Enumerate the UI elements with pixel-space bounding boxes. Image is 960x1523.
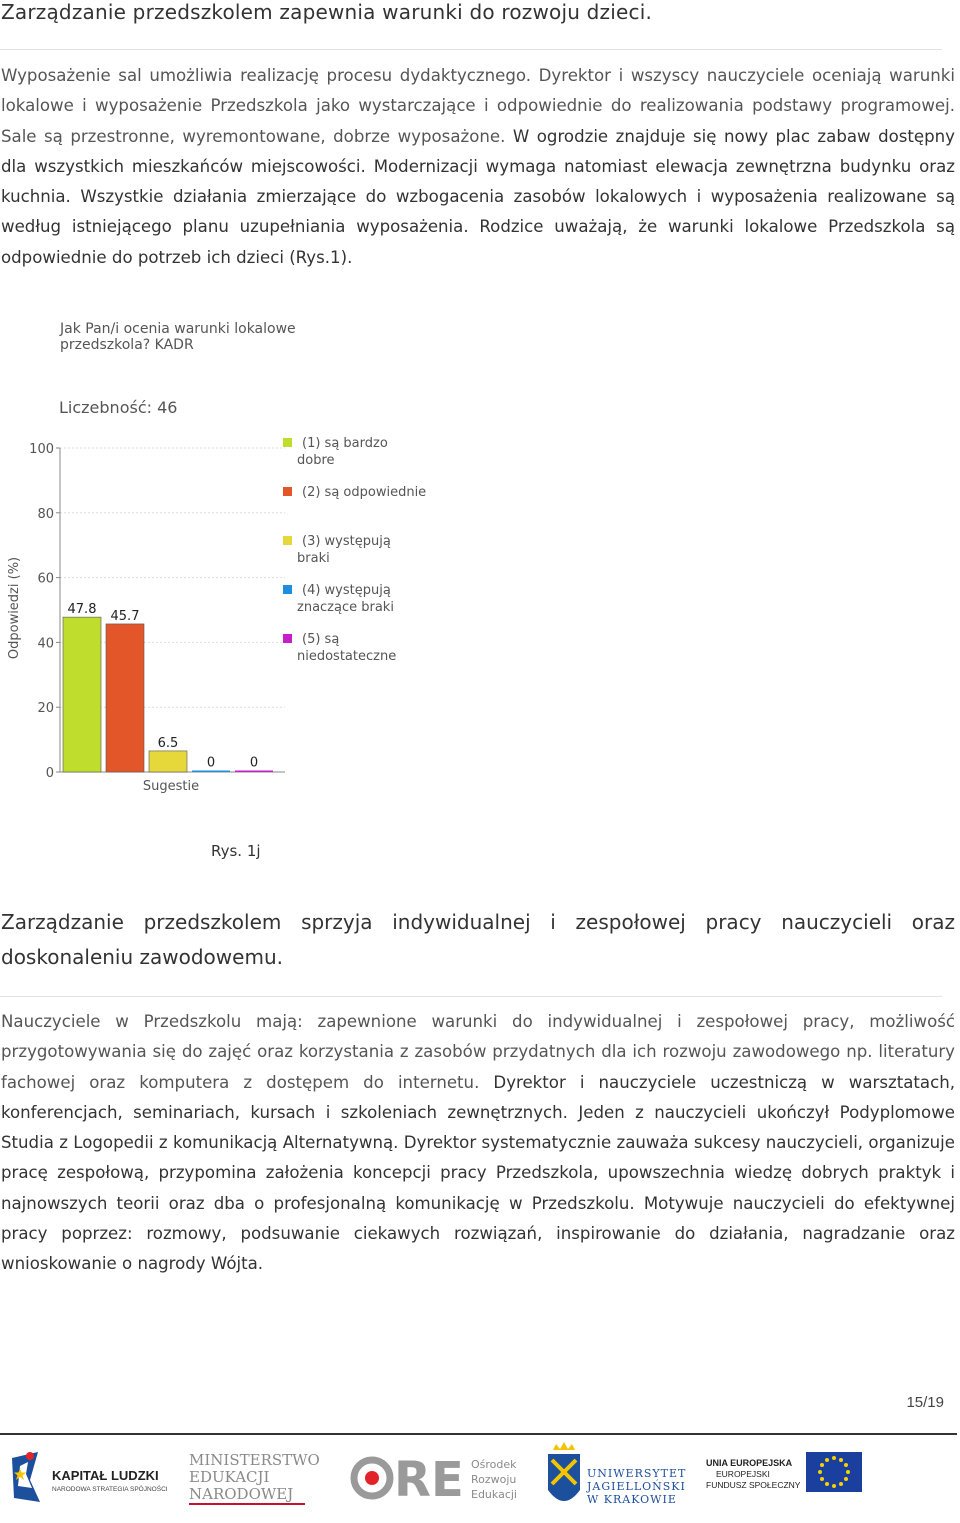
chart-legend [283,436,426,664]
bar-value-label: 0 [206,755,216,771]
paragraph-conditions-part1: Wyposażenie sal umożliwia realizację procesu dydaktycznego. Dyrektor i wszyscy nauczyciele oceniają warunki lokalowe i wyposażenie Przedszkola jako wystarczające i odpowiednie do realizowania podstawy programowej. Sale są przestronne, wyremontowane, dobrze wyposażone. [1,66,955,146]
y-tick-label: 60 [37,571,54,587]
section-heading-teachers-line-2: doskonaleniu zawodowemu. [1,945,283,969]
y-tick-label: 0 [45,766,54,781]
men-logo [189,1451,320,1504]
chart-title-line-2: przedszkola? KADR [60,337,194,353]
chart-title-line-1: Jak Pan/i ocenia warunki lokalowe [60,321,296,337]
legend-label: (5) są [302,632,340,647]
footer-divider [0,1433,957,1435]
uj-logo [548,1442,686,1506]
heading-divider-2 [0,996,942,997]
x-axis-label: Sugestie [142,779,200,794]
legend-label: (3) występują [302,534,391,549]
chart-conditions [0,300,460,810]
y-axis-ticks [29,442,60,781]
uj-line-2: JAGIELLOŃSKI [587,1480,686,1493]
y-tick-label: 80 [37,506,54,522]
bar [192,771,230,773]
section-heading-teachers [1,905,955,975]
legend-label: niedostateczne [297,649,397,664]
ore-line-3: Edukacji [471,1488,517,1501]
legend-swatch [283,585,292,594]
bar-value-label: 45.7 [110,608,140,624]
ore-letters: RE [394,1452,464,1508]
eu-line-2: EUROPEJSKI [716,1469,770,1479]
legend-swatch [283,634,292,643]
kapital-ludzki-logo [12,1452,168,1502]
paragraph-conditions [1,61,955,273]
eu-line-1: UNIA EUROPEJSKA [706,1458,793,1468]
paragraph-teachers [1,1007,955,1280]
legend-swatch [283,487,292,496]
bar [149,751,187,772]
figure-caption: Rys. 1j [211,842,261,860]
uj-line-1: UNIWERSYTET [587,1467,687,1480]
ore-logo [354,1452,517,1508]
y-tick-label: 100 [29,442,54,457]
bar [63,617,101,772]
bar-value-label: 0 [249,755,259,771]
legend-swatch [283,536,292,545]
heading-divider [0,49,942,50]
ore-line-1: Ośrodek [471,1458,517,1471]
kapital-ludzki-text: KAPITAŁ LUDZKI [52,1468,159,1483]
section-heading-conditions: Zarządzanie przedszkolem zapewnia warunki do rozwoju dzieci. [1,0,653,24]
eu-line-3: FUNDUSZ SPOŁECZNY [706,1480,801,1490]
paragraph-teachers-part2: Dyrektor i nauczyciele uczestniczą w warsztatach, konferencjach, seminariach, kursach i szkoleniach zewnętrznych. Jeden z nauczycieli ukończył Podyplomowe Studia z Logopedii z komunikacją Alternatywną. Dyrektor systematycznie zauważa sukcesy nauczycieli, organizuje pracę zespołową, przypomina założenia koncepcji pracy Przedszkola, upowszechnia wiedzę dobrych praktyk i najnowszych teorii oraz dba o profesjonalną komunikację w Przedszkolu. Motywuje nauczycieli do efektywnej pracy poprzez: rozmowy, podsuwanie ciekawych rozwiązań, inspirowanie do działania, nagradzanie oraz wnioskowanie o nagrody Wójta. [1,1072,955,1274]
footer-logos [0,1440,960,1520]
bar-value-label: 47.8 [67,602,97,618]
chart-count-label: Liczebność: 46 [59,398,178,417]
ore-line-2: Rozwoju [471,1473,517,1486]
y-axis-label: Odpowiedzi (%) [7,556,22,660]
legend-swatch [283,438,292,447]
men-line-3: NARODOWEJ [189,1485,294,1503]
bar [106,624,144,772]
section-heading-teachers-line-1: Zarządzanie przedszkolem sprzyja indywidualnej i zespołowej pracy nauczycieli oraz [1,910,955,934]
kapital-ludzki-subtext: NARODOWA STRATEGIA SPÓJNOŚCI [52,1486,168,1493]
paragraph-conditions-part2: W ogrodzie znajduje się nowy plac zabaw dostępny dla wszystkich mieszkańców miejscowości. Modernizacji wymaga natomiast elewacja zewnętrzna budynku oraz kuchnia. Wszystkie działania zmierzające do wzbogacenia zasobów lokalowych i wyposażenia realizowane są według istniejącego planu uzupełniania wyposażenia. Rodzice uważają, że warunki lokalowe Przedszkola są odpowiednie do potrzeb ich dzieci (Rys.1). [1,126,955,267]
page-number: 15/19 [906,1394,944,1411]
legend-label: (4) występują [302,583,391,598]
legend-label: znaczące braki [297,600,394,615]
eu-logo [706,1452,862,1492]
legend-label: braki [297,551,330,566]
legend-label: dobre [297,453,335,468]
uj-line-3: W KRAKOWIE [587,1493,677,1506]
legend-label: (2) są odpowiednie [302,485,427,500]
paragraph-teachers-part1: Nauczyciele w Przedszkolu mają: zapewnione warunki do indywidualnej i zespołowej pracy, możliwość przygotowywania się do zajęć oraz korzystania z zasobów przydatnych dla ich rozwoju zawodowego np. literatury fachowej oraz komputera z dostępem do internetu. [1,1012,955,1092]
bar-value-label: 6.5 [157,735,179,751]
legend-label: (1) są bardzo [302,436,388,451]
y-tick-label: 40 [37,636,54,652]
men-line-2: EDUKACJI [189,1468,270,1486]
men-line-1: MINISTERSTWO [189,1451,320,1469]
y-tick-label: 20 [37,701,54,717]
bar [235,771,273,773]
